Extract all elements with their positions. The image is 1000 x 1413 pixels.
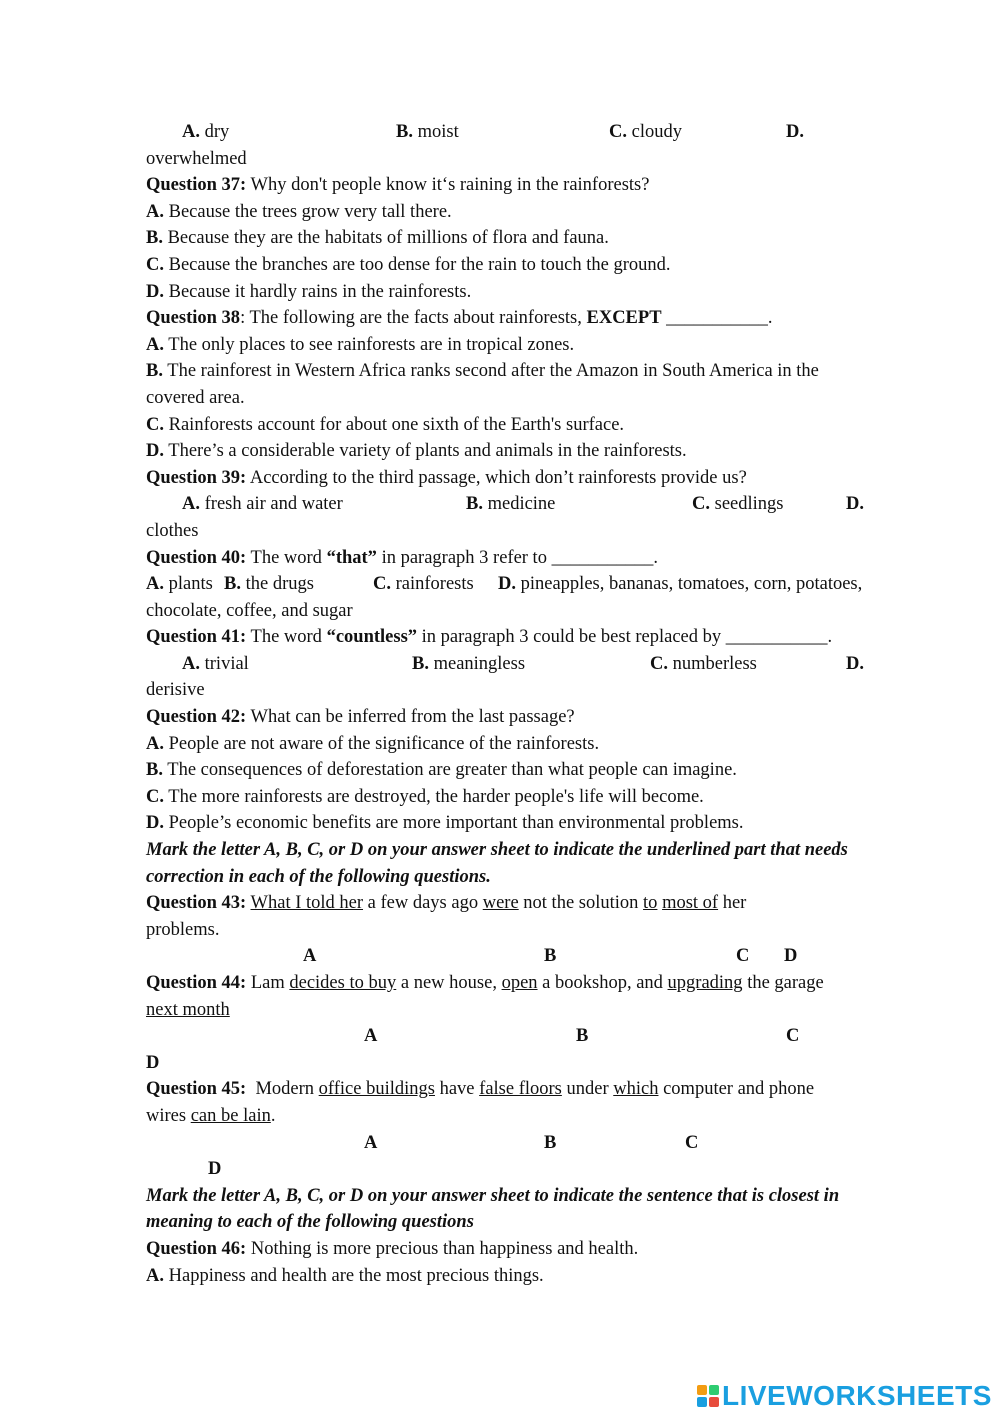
q37-option-c: C. Because the branches are too dense for the rain to touch the ground. bbox=[146, 254, 671, 275]
q45-marker-a: A bbox=[364, 1132, 378, 1153]
q38-option-b: B. The rainforest in Western Africa ranks second after the Amazon in South America in the bbox=[146, 361, 819, 382]
instruction-error-line-1: Mark the letter A, B, C, or D on your answer sheet to indicate the underlined part that needs bbox=[146, 840, 848, 861]
q45-marker-b: B bbox=[544, 1132, 557, 1153]
q41-options-row bbox=[146, 651, 926, 678]
q40-options-row bbox=[146, 571, 926, 598]
worksheet-page bbox=[146, 119, 926, 1289]
q45-markers bbox=[146, 1130, 926, 1157]
q39-option-d-text: clothes bbox=[146, 520, 199, 541]
q41-option-c: C. numberless bbox=[650, 653, 757, 674]
q42-option-d: D. People’s economic benefits are more important than environmental problems. bbox=[146, 813, 744, 834]
q37-option-a: A. Because the trees grow very tall there. bbox=[146, 201, 452, 222]
q45-marker-d-row bbox=[146, 1156, 926, 1183]
question-42: Question 42: What can be inferred from the last passage? bbox=[146, 707, 575, 728]
q37-option-b: B. Because they are the habitats of millions of flora and fauna. bbox=[146, 228, 609, 249]
q39-option-d-letter: D. bbox=[846, 494, 864, 515]
question-41: Question 41: The word “countless” in paragraph 3 could be best replaced by ___________. bbox=[146, 627, 833, 648]
liveworksheets-logo-text: LIVEWORKSHEETS bbox=[722, 1380, 992, 1411]
q46-option-a: A. Happiness and health are the most precious things. bbox=[146, 1265, 544, 1286]
question-37: Question 37: Why don't people know it‘s raining in the rainforests? bbox=[146, 175, 650, 196]
q40-option-d: D. pineapples, bananas, tomatoes, corn, potatoes, bbox=[498, 574, 863, 595]
q43-marker-b: B bbox=[544, 946, 557, 967]
q44-marker-d-row bbox=[146, 1050, 926, 1077]
q45-underlined-d: can be lain bbox=[190, 1105, 271, 1126]
q41-option-d-text: derisive bbox=[146, 680, 205, 701]
q45-underlined-b: false floors bbox=[479, 1079, 562, 1100]
q43-underlined-b: were bbox=[482, 893, 519, 914]
q44-underlined-d: next month bbox=[146, 999, 230, 1020]
question-45: Question 45: Modern office buildings have false floors under which computer and phone bbox=[146, 1079, 815, 1100]
q38-option-c: C. Rainforests account for about one sixth of the Earth's surface. bbox=[146, 414, 625, 435]
q43-underlined-c: to bbox=[643, 893, 658, 914]
question-43: Question 43: What I told her a few days ago were not the solution to most of her bbox=[146, 893, 747, 914]
instruction-meaning-line-2: meaning to each of the following questions bbox=[146, 1212, 474, 1233]
q41-option-b: B. meaningless bbox=[412, 653, 526, 674]
question-38: Question 38: The following are the facts about rainforests, EXCEPT ___________. bbox=[146, 308, 773, 329]
q45-marker-d: D bbox=[208, 1159, 222, 1180]
q44-markers bbox=[146, 1023, 926, 1050]
q43-marker-a: A bbox=[303, 946, 317, 967]
q43-marker-c: C bbox=[736, 946, 750, 967]
q37-option-d: D. Because it hardly rains in the rainforests. bbox=[146, 281, 472, 302]
q45-underlined-a: office buildings bbox=[318, 1079, 435, 1100]
liveworksheets-logo bbox=[697, 1380, 992, 1412]
q44-marker-b: B bbox=[576, 1026, 589, 1047]
q39-option-c: C. seedlings bbox=[692, 494, 784, 515]
question-40: Question 40: The word “that” in paragraph 3 refer to ___________. bbox=[146, 547, 658, 568]
q45-underlined-c: which bbox=[613, 1079, 659, 1100]
q39-option-b: B. medicine bbox=[466, 494, 556, 515]
q43-underlined-d: most of bbox=[662, 893, 719, 914]
q44-underlined-b: open bbox=[501, 973, 538, 993]
q45-cont: wires can be lain. bbox=[146, 1105, 276, 1126]
q44-underlined-a: decides to buy bbox=[289, 973, 397, 993]
q43-underlined-a: What I told her bbox=[250, 893, 364, 914]
q43-marker-d: D bbox=[784, 946, 798, 967]
q40-option-a: A. plants bbox=[146, 574, 213, 595]
q43-markers bbox=[146, 943, 926, 970]
q38-option-d: D. There’s a considerable variety of plants and animals in the rainforests. bbox=[146, 441, 687, 462]
q36-option-a: A. dry bbox=[182, 122, 230, 142]
q44-marker-c: C bbox=[786, 1026, 800, 1047]
q42-option-b: B. The consequences of deforestation are greater than what people can imagine. bbox=[146, 760, 737, 781]
liveworksheets-logo-icon bbox=[697, 1385, 719, 1407]
q40-option-d-cont: chocolate, coffee, and sugar bbox=[146, 600, 353, 621]
q44-underlined-c: upgrading bbox=[667, 973, 743, 993]
q42-option-c: C. The more rainforests are destroyed, the harder people's life will become. bbox=[146, 786, 704, 807]
q41-option-d-letter: D. bbox=[846, 653, 864, 674]
q40-option-b: B. the drugs bbox=[224, 574, 314, 595]
q36-option-d-letter: D. bbox=[786, 122, 804, 142]
question-39: Question 39: According to the third passage, which don’t rainforests provide us? bbox=[146, 467, 747, 488]
q45-marker-c: C bbox=[685, 1132, 699, 1153]
q39-options-row bbox=[146, 491, 926, 518]
q42-option-a: A. People are not aware of the significance of the rainforests. bbox=[146, 733, 600, 754]
instruction-error-line-2: correction in each of the following questions. bbox=[146, 866, 491, 887]
question-46: Question 46: Nothing is more precious than happiness and health. bbox=[146, 1238, 639, 1259]
q40-option-c: C. rainforests bbox=[373, 574, 474, 595]
q36-option-b: B. moist bbox=[396, 122, 459, 142]
q44-marker-d: D bbox=[146, 1052, 160, 1073]
q41-option-a: A. trivial bbox=[182, 653, 249, 674]
q39-option-a: A. fresh air and water bbox=[182, 494, 343, 515]
q38-option-a: A. The only places to see rainforests are in tropical zones. bbox=[146, 334, 575, 355]
question-44: Question 44: Lam decides to buy a new house, open a bookshop, and upgrading the garage bbox=[146, 973, 824, 993]
q36-options-row bbox=[146, 119, 926, 146]
q36-option-d-text: overwhelmed bbox=[146, 148, 247, 169]
q43-cont: problems. bbox=[146, 919, 220, 940]
q36-option-c: C. cloudy bbox=[609, 122, 682, 142]
instruction-meaning-line-1: Mark the letter A, B, C, or D on your answer sheet to indicate the sentence that is closest in bbox=[146, 1185, 840, 1206]
q44-marker-a: A bbox=[364, 1026, 378, 1047]
q38-option-b-cont: covered area. bbox=[146, 387, 245, 408]
